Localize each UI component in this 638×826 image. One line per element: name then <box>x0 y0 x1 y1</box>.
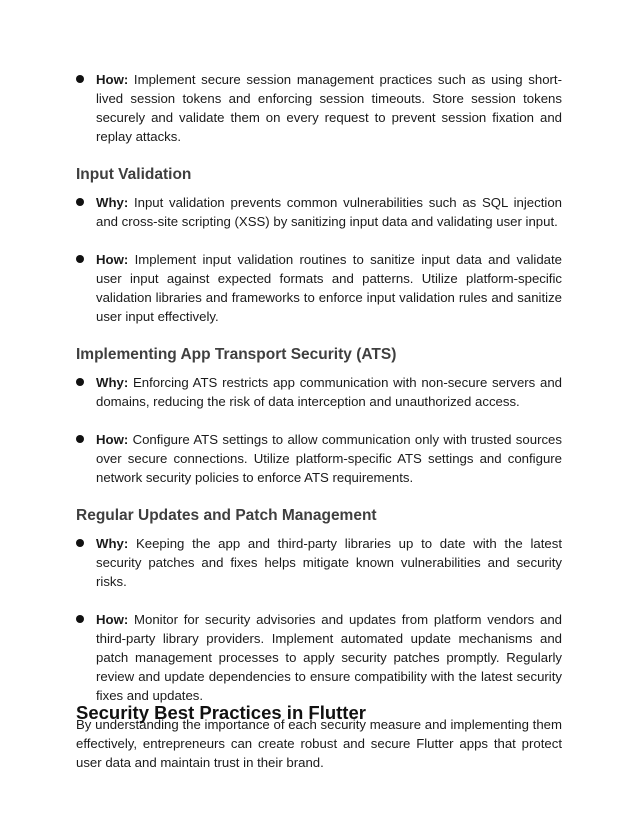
how-text: Implement secure session management practices such as using short-lived session tokens and enforcing session timeouts. Store session tokens securely and validate them on every request to prevent session fixation and replay attacks. <box>96 72 562 144</box>
bullet-session-how <box>76 70 562 146</box>
how-text: Monitor for security advisories and updates from platform vendors and third-party library providers. Implement automated update mechanisms and patch management processes to apply security patches promptly. Regularly review and update dependencies to ensure compatibility with the latest security fixes and updates. <box>96 612 562 703</box>
how-label: How: <box>96 612 129 627</box>
next-section-heading: Security Best Practices in Flutter <box>76 702 366 723</box>
bullet-dot-icon <box>76 75 84 83</box>
bullet-dot-icon <box>76 435 84 443</box>
why-label: Why: <box>96 536 129 551</box>
why-text: Keeping the app and third-party libraries up to date with the latest security patches and fixes helps mitigate known vulnerabilities and security risks. <box>96 536 562 589</box>
bullet-dot-icon <box>76 539 84 547</box>
bullet-dot-icon <box>76 255 84 263</box>
section-heading-input-validation: Input Validation <box>76 166 192 183</box>
section-heading-updates: Regular Updates and Patch Management <box>76 507 377 524</box>
why-label: Why: <box>96 375 129 390</box>
bullet-ats-how <box>76 430 562 487</box>
how-text: Configure ATS settings to allow communication only with trusted sources over secure connections. Utilize platform-specific ATS settings and configure network security policies to enforce ATS requirements. <box>96 432 562 485</box>
bullet-updates-how <box>76 610 562 705</box>
how-text: Implement input validation routines to sanitize input data and validate user input against expected formats and patterns. Utilize platform-specific validation libraries and frameworks to enforce input validation rules and sanitize user input effectively. <box>96 252 562 324</box>
bullet-input-why <box>76 193 562 231</box>
why-text: Enforcing ATS restricts app communication with non-secure servers and domains, reducing the risk of data interception and unauthorized access. <box>96 375 562 409</box>
how-label: How: <box>96 432 129 447</box>
bullet-updates-why <box>76 534 562 591</box>
bullet-dot-icon <box>76 378 84 386</box>
bullet-ats-why <box>76 373 562 411</box>
bullet-dot-icon <box>76 198 84 206</box>
how-label: How: <box>96 252 129 267</box>
why-label: Why: <box>96 195 129 210</box>
document-body <box>76 70 562 772</box>
conclusion-paragraph: By understanding the importance of each security measure and implementing them effectively, entrepreneurs can create robust and secure Flutter apps that protect user data and maintain trust in their brand. <box>76 717 562 770</box>
section-heading-ats: Implementing App Transport Security (ATS) <box>76 346 397 363</box>
bullet-input-how <box>76 250 562 326</box>
bullet-dot-icon <box>76 615 84 623</box>
why-text: Input validation prevents common vulnerabilities such as SQL injection and cross-site scripting (XSS) by sanitizing input data and validating user input. <box>96 195 562 229</box>
how-label: How: <box>96 72 129 87</box>
